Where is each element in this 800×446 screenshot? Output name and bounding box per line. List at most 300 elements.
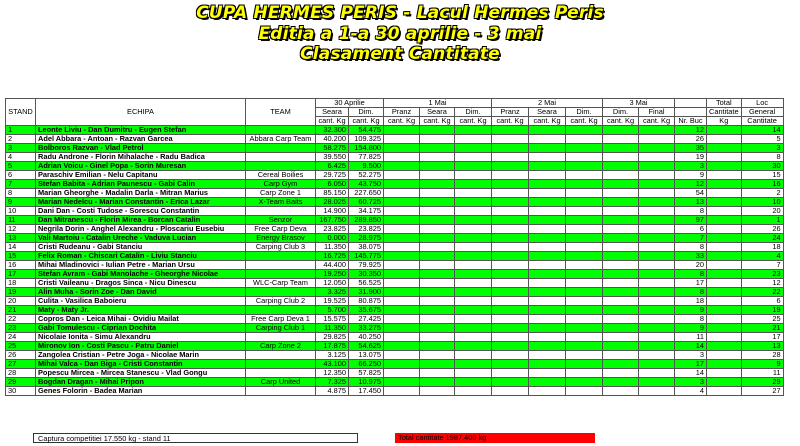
col-nrbuc-top — [675, 99, 707, 108]
cell-total-cantitate — [707, 288, 742, 297]
table-row — [6, 153, 784, 162]
cell-nr-buc: 17 — [675, 279, 707, 288]
cell-pranz-2mai — [492, 171, 529, 180]
unit-cantkg: cant. Kg — [566, 117, 603, 126]
cell-dim-1mai — [455, 252, 492, 261]
cell-seara-30apr: 44.400 — [316, 261, 349, 270]
cell-seara-30apr: 4.875 — [316, 387, 349, 396]
cell-pranz-1mai — [384, 324, 420, 333]
cell-seara-2mai — [529, 324, 566, 333]
cell-final-3mai — [639, 234, 675, 243]
cell-seara-2mai — [529, 207, 566, 216]
cell-dim-2mai — [566, 180, 603, 189]
cell-dim-30apr: 27.425 — [349, 315, 384, 324]
cell-final-3mai — [639, 279, 675, 288]
cell-stand: 7 — [6, 180, 36, 189]
table-row — [6, 297, 784, 306]
cell-total-cantitate — [707, 162, 742, 171]
cell-dim-2mai — [566, 279, 603, 288]
cell-echipa: Culita - Vasilica Baboieru — [36, 297, 246, 306]
cell-seara-1mai — [420, 144, 455, 153]
cell-stand: 13 — [6, 234, 36, 243]
cell-team: Carping Club 2 — [246, 297, 316, 306]
cell-seara-30apr: 15.575 — [316, 315, 349, 324]
table-row — [6, 243, 784, 252]
cell-dim-2mai — [566, 234, 603, 243]
cell-dim-30apr: 54.475 — [349, 126, 384, 135]
cell-stand: 30 — [6, 387, 36, 396]
cell-stand: 1 — [6, 126, 36, 135]
cell-pranz-2mai — [492, 369, 529, 378]
cell-seara-1mai — [420, 189, 455, 198]
cell-final-3mai — [639, 306, 675, 315]
table-row — [6, 360, 784, 369]
col-loc: Loc — [741, 99, 783, 108]
cell-dim-1mai — [455, 234, 492, 243]
cell-final-3mai — [639, 153, 675, 162]
cell-pranz-2mai — [492, 360, 529, 369]
cell-final-3mai — [639, 162, 675, 171]
cell-loc-general: 16 — [741, 180, 783, 189]
cell-nr-buc: 8 — [675, 288, 707, 297]
cell-seara-1mai — [420, 180, 455, 189]
cell-dim-2mai — [566, 189, 603, 198]
cell-final-3mai — [639, 171, 675, 180]
cell-dim-3mai — [603, 378, 639, 387]
cell-nr-buc: 8 — [675, 270, 707, 279]
table-row — [6, 261, 784, 270]
cell-dim-3mai — [603, 243, 639, 252]
col-stand: STAND — [6, 99, 36, 126]
cell-pranz-2mai — [492, 306, 529, 315]
unit-cantkg: cant. Kg — [529, 117, 566, 126]
cell-stand: 18 — [6, 279, 36, 288]
cell-nr-buc: 18 — [675, 297, 707, 306]
cell-echipa: Negrila Dorin - Anghel Alexandru - Ploscariu Eusebiu — [36, 225, 246, 234]
cell-pranz-1mai — [384, 297, 420, 306]
cell-dim-30apr: 28.975 — [349, 234, 384, 243]
cell-pranz-1mai — [384, 387, 420, 396]
cell-seara-30apr: 16.725 — [316, 252, 349, 261]
cell-total-cantitate — [707, 270, 742, 279]
cell-loc-general: 29 — [741, 378, 783, 387]
cell-nr-buc: 3 — [675, 162, 707, 171]
cell-dim-30apr: 145.775 — [349, 252, 384, 261]
cell-total-cantitate — [707, 243, 742, 252]
table-row — [6, 135, 784, 144]
cell-echipa: Copros Dan - Leica Mihai - Ovidiu Mailat — [36, 315, 246, 324]
cell-dim-2mai — [566, 144, 603, 153]
cell-final-3mai — [639, 369, 675, 378]
cell-dim-3mai — [603, 198, 639, 207]
cell-team: Free Carp Deva 1 — [246, 315, 316, 324]
cell-total-cantitate — [707, 252, 742, 261]
cell-seara-30apr: 3.125 — [316, 351, 349, 360]
cell-team — [246, 369, 316, 378]
cell-dim-1mai — [455, 225, 492, 234]
cell-seara-30apr: 5.700 — [316, 306, 349, 315]
cell-dim-2mai — [566, 297, 603, 306]
cell-seara-30apr: 14.900 — [316, 207, 349, 216]
cell-dim-1mai — [455, 144, 492, 153]
cell-loc-general: 19 — [741, 306, 783, 315]
cell-seara-2mai — [529, 360, 566, 369]
cell-team — [246, 261, 316, 270]
cell-loc-general: 3 — [741, 144, 783, 153]
cell-seara-1mai — [420, 279, 455, 288]
cell-team: Cereal Boilies — [246, 171, 316, 180]
cell-seara-1mai — [420, 270, 455, 279]
cell-pranz-1mai — [384, 252, 420, 261]
cell-final-3mai — [639, 135, 675, 144]
cell-stand: 19 — [6, 288, 36, 297]
cell-loc-general: 15 — [741, 171, 783, 180]
cell-pranz-2mai — [492, 243, 529, 252]
cell-pranz-1mai — [384, 315, 420, 324]
cell-seara-30apr: 11.350 — [316, 324, 349, 333]
table-row — [6, 279, 784, 288]
table-row — [6, 270, 784, 279]
cell-nr-buc: 54 — [675, 189, 707, 198]
col-nrbuc: Nr. Buc — [675, 117, 707, 126]
cell-nr-buc: 11 — [675, 333, 707, 342]
cell-seara-1mai — [420, 315, 455, 324]
cell-final-3mai — [639, 270, 675, 279]
cell-total-cantitate — [707, 153, 742, 162]
cell-pranz-2mai — [492, 144, 529, 153]
cell-dim-30apr: 35.675 — [349, 306, 384, 315]
cell-team — [246, 153, 316, 162]
cell-dim-3mai — [603, 369, 639, 378]
cell-nr-buc: 14 — [675, 369, 707, 378]
cell-dim-3mai — [603, 189, 639, 198]
cell-pranz-1mai — [384, 279, 420, 288]
cell-dim-2mai — [566, 369, 603, 378]
unit-kg: Kg — [707, 117, 742, 126]
sub-seara: Seara — [529, 108, 566, 117]
cell-dim-1mai — [455, 306, 492, 315]
cell-pranz-2mai — [492, 153, 529, 162]
cell-stand: 16 — [6, 261, 36, 270]
cell-final-3mai — [639, 378, 675, 387]
cell-dim-30apr: 54.625 — [349, 342, 384, 351]
unit-cantkg: cant. Kg — [455, 117, 492, 126]
cell-echipa: Paraschiv Emilian - Nelu Capitanu — [36, 171, 246, 180]
cell-nr-buc: 33 — [675, 252, 707, 261]
cell-team: Free Carp Deva — [246, 225, 316, 234]
cell-stand: 5 — [6, 162, 36, 171]
cell-pranz-2mai — [492, 342, 529, 351]
cell-seara-1mai — [420, 360, 455, 369]
cell-pranz-1mai — [384, 369, 420, 378]
cell-pranz-1mai — [384, 342, 420, 351]
cell-seara-2mai — [529, 189, 566, 198]
unit-cantkg: cant. Kg — [420, 117, 455, 126]
cell-seara-30apr: 29.725 — [316, 171, 349, 180]
cell-dim-2mai — [566, 135, 603, 144]
cell-echipa: Nicolaie Ionita - Simu Alexandru — [36, 333, 246, 342]
cell-seara-30apr: 17.875 — [316, 342, 349, 351]
table-row — [6, 324, 784, 333]
cell-dim-2mai — [566, 198, 603, 207]
cell-dim-3mai — [603, 171, 639, 180]
cell-loc-general: 14 — [741, 126, 783, 135]
cell-seara-2mai — [529, 270, 566, 279]
table-row — [6, 144, 784, 153]
cell-team: WLC-Carp Team — [246, 279, 316, 288]
cell-seara-1mai — [420, 342, 455, 351]
cell-team — [246, 333, 316, 342]
cell-nr-buc: 13 — [675, 198, 707, 207]
cell-pranz-1mai — [384, 198, 420, 207]
cell-dim-30apr: 154.800 — [349, 144, 384, 153]
table-row — [6, 252, 784, 261]
cell-pranz-1mai — [384, 261, 420, 270]
cell-seara-2mai — [529, 306, 566, 315]
cell-pranz-2mai — [492, 189, 529, 198]
cell-seara-1mai — [420, 378, 455, 387]
cell-final-3mai — [639, 333, 675, 342]
cell-dim-30apr: 9.500 — [349, 162, 384, 171]
cell-dim-1mai — [455, 207, 492, 216]
cell-loc-general: 22 — [741, 288, 783, 297]
cell-final-3mai — [639, 126, 675, 135]
cell-pranz-1mai — [384, 306, 420, 315]
cell-dim-2mai — [566, 288, 603, 297]
cell-echipa: Mironov Ion - Costi Pascu - Patru Daniel — [36, 342, 246, 351]
cell-dim-2mai — [566, 153, 603, 162]
cell-loc-general: 8 — [741, 153, 783, 162]
cell-seara-2mai — [529, 378, 566, 387]
cell-loc-general: 9 — [741, 360, 783, 369]
table-row — [6, 234, 784, 243]
cell-seara-2mai — [529, 171, 566, 180]
sub-dim: Dim. — [603, 108, 639, 117]
cell-seara-30apr: 29.825 — [316, 333, 349, 342]
cell-dim-30apr: 77.825 — [349, 153, 384, 162]
cell-seara-2mai — [529, 288, 566, 297]
cell-pranz-1mai — [384, 243, 420, 252]
cell-loc-general: 2 — [741, 189, 783, 198]
cell-final-3mai — [639, 360, 675, 369]
cell-dim-3mai — [603, 126, 639, 135]
cell-seara-1mai — [420, 306, 455, 315]
table-row — [6, 216, 784, 225]
cell-seara-2mai — [529, 315, 566, 324]
cell-stand: 3 — [6, 144, 36, 153]
title-line-3: Clasament Cantitate — [300, 44, 500, 64]
cell-echipa: Dani Dan - Costi Tudose - Sorescu Constantin — [36, 207, 246, 216]
cell-total-cantitate — [707, 207, 742, 216]
cell-dim-2mai — [566, 324, 603, 333]
cell-dim-3mai — [603, 360, 639, 369]
cell-stand: 17 — [6, 270, 36, 279]
cell-echipa: Genes Folorin - Badea Marian — [36, 387, 246, 396]
cell-seara-1mai — [420, 351, 455, 360]
table-row — [6, 315, 784, 324]
table-row — [6, 207, 784, 216]
cell-team — [246, 387, 316, 396]
cell-dim-1mai — [455, 324, 492, 333]
cell-echipa: Radu Androne - Florin Mihalache - Radu Badica — [36, 153, 246, 162]
cell-stand: 15 — [6, 252, 36, 261]
cell-nr-buc: 9 — [675, 171, 707, 180]
sub-final: Final — [639, 108, 675, 117]
cell-nr-buc: 20 — [675, 261, 707, 270]
cell-nr-buc: 17 — [675, 360, 707, 369]
cell-dim-30apr: 40.250 — [349, 333, 384, 342]
col-day2: 1 Mai — [384, 99, 492, 108]
cell-final-3mai — [639, 198, 675, 207]
cell-pranz-2mai — [492, 270, 529, 279]
cell-dim-1mai — [455, 189, 492, 198]
cell-stand: 21 — [6, 306, 36, 315]
cell-dim-3mai — [603, 342, 639, 351]
cell-final-3mai — [639, 351, 675, 360]
cell-pranz-2mai — [492, 207, 529, 216]
cell-dim-30apr: 33.275 — [349, 324, 384, 333]
cell-nr-buc: 8 — [675, 243, 707, 252]
cell-total-cantitate — [707, 135, 742, 144]
unit-cantkg: cant. Kg — [639, 117, 675, 126]
cell-seara-30apr: 19.525 — [316, 297, 349, 306]
cell-echipa: Leonte Liviu - Dan Dumitru - Eugen Stefan — [36, 126, 246, 135]
cell-pranz-2mai — [492, 198, 529, 207]
cell-team: Carping Club 3 — [246, 243, 316, 252]
cell-dim-3mai — [603, 216, 639, 225]
cell-seara-30apr: 3.325 — [316, 288, 349, 297]
cell-seara-1mai — [420, 297, 455, 306]
cell-dim-2mai — [566, 360, 603, 369]
cell-team — [246, 207, 316, 216]
table-row — [6, 378, 784, 387]
cell-pranz-2mai — [492, 351, 529, 360]
sub-pranz: Pranz — [492, 108, 529, 117]
cell-echipa: Dan Mitranescu - Florin Mirea - Borcan Catalin — [36, 216, 246, 225]
cell-dim-2mai — [566, 387, 603, 396]
cell-seara-2mai — [529, 297, 566, 306]
cell-stand: 6 — [6, 171, 36, 180]
cell-dim-30apr: 43.750 — [349, 180, 384, 189]
cell-dim-3mai — [603, 234, 639, 243]
cell-team — [246, 252, 316, 261]
cell-stand: 12 — [6, 225, 36, 234]
cell-pranz-2mai — [492, 324, 529, 333]
cell-loc-general: 25 — [741, 315, 783, 324]
cell-loc-general: 20 — [741, 207, 783, 216]
cell-total-cantitate — [707, 324, 742, 333]
cell-loc-general: 24 — [741, 234, 783, 243]
cell-pranz-2mai — [492, 180, 529, 189]
cell-dim-30apr: 79.925 — [349, 261, 384, 270]
cell-dim-1mai — [455, 162, 492, 171]
cell-final-3mai — [639, 252, 675, 261]
cell-final-3mai — [639, 207, 675, 216]
cell-total-cantitate — [707, 351, 742, 360]
cell-stand: 24 — [6, 333, 36, 342]
cell-final-3mai — [639, 324, 675, 333]
cell-total-cantitate — [707, 198, 742, 207]
captura-box: Captura competitiei 17.550 kg - stand 11 — [33, 433, 358, 443]
cell-seara-2mai — [529, 252, 566, 261]
cell-dim-30apr: 17.450 — [349, 387, 384, 396]
cell-dim-1mai — [455, 270, 492, 279]
cell-final-3mai — [639, 216, 675, 225]
col-team: TEAM — [246, 99, 316, 126]
unit-cantkg: cant. Kg — [384, 117, 420, 126]
cell-dim-2mai — [566, 252, 603, 261]
cell-pranz-1mai — [384, 333, 420, 342]
cell-dim-3mai — [603, 135, 639, 144]
cell-seara-30apr: 85.150 — [316, 189, 349, 198]
cell-total-cantitate — [707, 216, 742, 225]
cell-dim-30apr: 109.325 — [349, 135, 384, 144]
cell-seara-1mai — [420, 333, 455, 342]
cell-seara-1mai — [420, 126, 455, 135]
cell-dim-2mai — [566, 216, 603, 225]
cell-team: Carp United — [246, 378, 316, 387]
cell-team: Abbara Carp Team — [246, 135, 316, 144]
cell-dim-30apr: 289.850 — [349, 216, 384, 225]
cell-team — [246, 126, 316, 135]
cell-stand: 8 — [6, 189, 36, 198]
cell-loc-general: 1 — [741, 216, 783, 225]
unit-cantkg: cant. Kg — [492, 117, 529, 126]
cell-dim-2mai — [566, 207, 603, 216]
cell-total-cantitate — [707, 234, 742, 243]
cell-pranz-2mai — [492, 252, 529, 261]
cell-final-3mai — [639, 225, 675, 234]
cell-loc-general: 4 — [741, 252, 783, 261]
cell-seara-1mai — [420, 387, 455, 396]
cell-team — [246, 270, 316, 279]
unit-cantkg: cant. Kg — [316, 117, 349, 126]
cell-team — [246, 306, 316, 315]
cell-dim-2mai — [566, 261, 603, 270]
cell-dim-1mai — [455, 216, 492, 225]
cell-pranz-1mai — [384, 135, 420, 144]
cell-echipa: Popescu Mircea - Mircea Stanescu - Vlad Gongu — [36, 369, 246, 378]
cell-dim-2mai — [566, 351, 603, 360]
cell-seara-30apr: 167.750 — [316, 216, 349, 225]
cell-stand: 10 — [6, 207, 36, 216]
sub-general: General — [741, 108, 783, 117]
cell-seara-30apr: 39.550 — [316, 153, 349, 162]
cell-pranz-2mai — [492, 261, 529, 270]
cell-final-3mai — [639, 189, 675, 198]
cell-echipa: Adel Abbara - Antoan - Razvan Garcea — [36, 135, 246, 144]
table-row — [6, 342, 784, 351]
cell-pranz-1mai — [384, 270, 420, 279]
cell-total-cantitate — [707, 126, 742, 135]
cell-dim-2mai — [566, 333, 603, 342]
cell-dim-2mai — [566, 342, 603, 351]
table-row — [6, 162, 784, 171]
cell-pranz-1mai — [384, 153, 420, 162]
cell-pranz-2mai — [492, 126, 529, 135]
cell-loc-general: 13 — [741, 342, 783, 351]
cell-pranz-1mai — [384, 207, 420, 216]
cell-stand: 14 — [6, 243, 36, 252]
cell-nr-buc: 8 — [675, 207, 707, 216]
cell-seara-1mai — [420, 198, 455, 207]
cell-team: Carp Zone 2 — [246, 342, 316, 351]
cell-dim-1mai — [455, 342, 492, 351]
cell-nr-buc: 12 — [675, 180, 707, 189]
col-day1: 30 Aprilie — [316, 99, 384, 108]
cell-dim-3mai — [603, 279, 639, 288]
cell-dim-2mai — [566, 126, 603, 135]
